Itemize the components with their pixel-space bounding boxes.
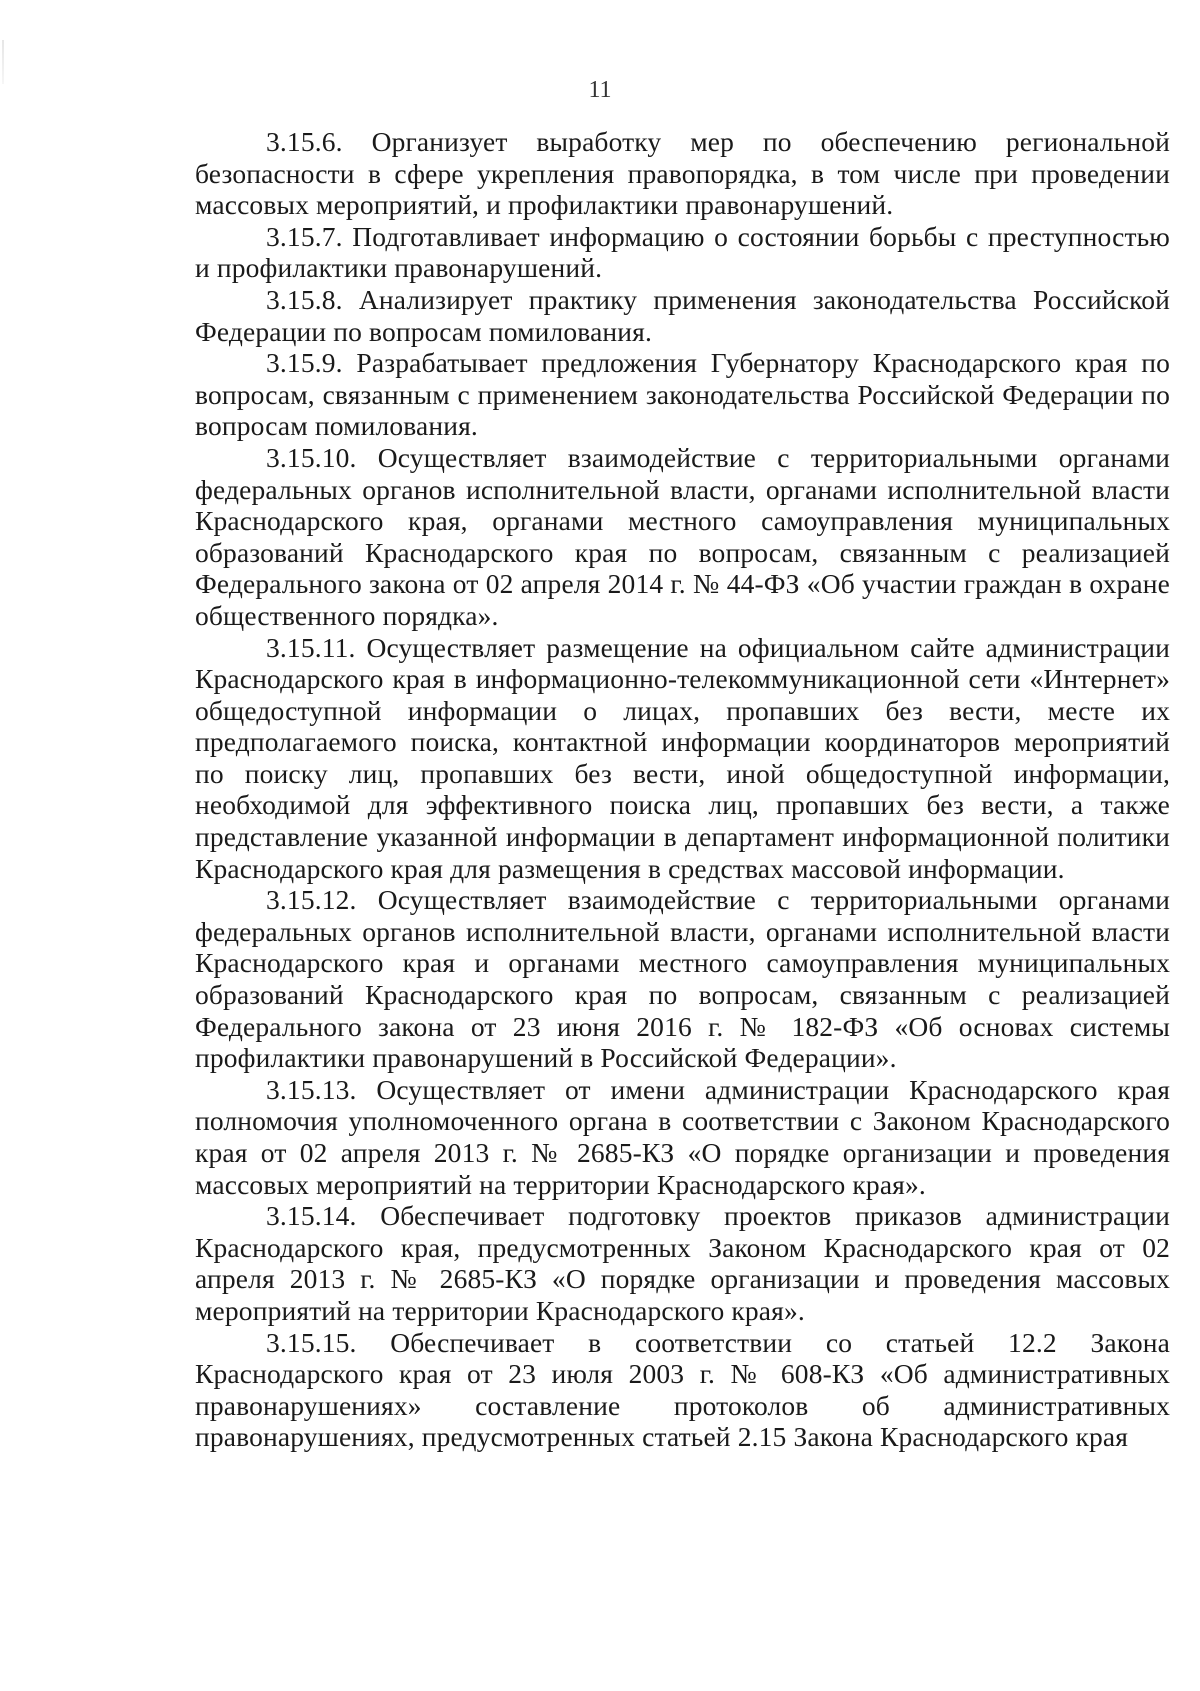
paragraph-3-15-8: 3.15.8. Анализирует практику применения законодательства Российской Федерации по вопросам помилования.: [195, 283, 1170, 347]
paragraph-3-15-10: 3.15.10. Осуществляет взаимодействие с территориальными органами федеральных органов исполнительной власти, органами исполнительной власти Краснодарского края, органами местного самоуправления муниципальных образований Краснодарского края по вопросам, связанным с реализацией Федерального закона от 02 апреля 2014 г. № 44-ФЗ «Об участии граждан в охране общественного порядка».: [195, 441, 1170, 631]
paragraph-3-15-6: 3.15.6. Организует выработку мер по обеспечению региональной безопасности в сфере укрепления правопорядка, в том числе при проведении массовых мероприятий, и профилактики правонарушений.: [195, 126, 1170, 221]
document-body: [195, 126, 1170, 1453]
paragraph-3-15-9: 3.15.9. Разрабатывает предложения Губернатору Краснодарского края по вопросам, связанным с применением законодательства Российской Федерации по вопросам помилования.: [195, 347, 1170, 442]
paragraph-3-15-12: 3.15.12. Осуществляет взаимодействие с территориальными органами федеральных органов исполнительной власти, органами исполнительной власти Краснодарского края и органами местного самоуправления муниципальных образований Краснодарского края по вопросам, связанным с реализацией Федерального закона от 23 июня 2016 г. № 182-ФЗ «Об основах системы профилактики правонарушений в Российской Федерации».: [195, 884, 1170, 1074]
page-number: 11: [588, 77, 612, 103]
paragraph-3-15-13: 3.15.13. Осуществляет от имени администрации Краснодарского края полномочия уполномоченного органа в соответствии с Законом Краснодарского края от 02 апреля 2013 г. № 2685-КЗ «О порядке организации и проведения массовых мероприятий на территории Краснодарского края».: [195, 1073, 1170, 1200]
paragraph-3-15-7: 3.15.7. Подготавливает информацию о состоянии борьбы с преступностью и профилактики правонарушений.: [195, 220, 1170, 284]
paragraph-3-15-15: 3.15.15. Обеспечивает в соответствии со статьей 12.2 Закона Краснодарского края от 23 июля 2003 г. № 608-КЗ «Об административных правонарушениях» составление протоколов об административных правонарушениях, предусмотренных статьей 2.15 Закона Краснодарского края: [195, 1326, 1170, 1453]
paragraph-3-15-11: 3.15.11. Осуществляет размещение на официальном сайте администрации Краснодарского края в информационно-телекоммуникационной сети «Интернет» общедоступной информации о лицах, пропавших без вести, месте их предполагаемого поиска, контактной информации координаторов мероприятий по поиску лиц, пропавших без вести, иной общедоступной информации, необходимой для эффективного поиска лиц, пропавших без вести, а также представление указанной информации в департамент информационной политики Краснодарского края для размещения в средствах массовой информации.: [195, 631, 1170, 884]
paragraph-3-15-14: 3.15.14. Обеспечивает подготовку проектов приказов администрации Краснодарского края, предусмотренных Законом Краснодарского края от 02 апреля 2013 г. № 2685-КЗ «О порядке организации и проведения массовых мероприятий на территории Краснодарского края».: [195, 1200, 1170, 1326]
